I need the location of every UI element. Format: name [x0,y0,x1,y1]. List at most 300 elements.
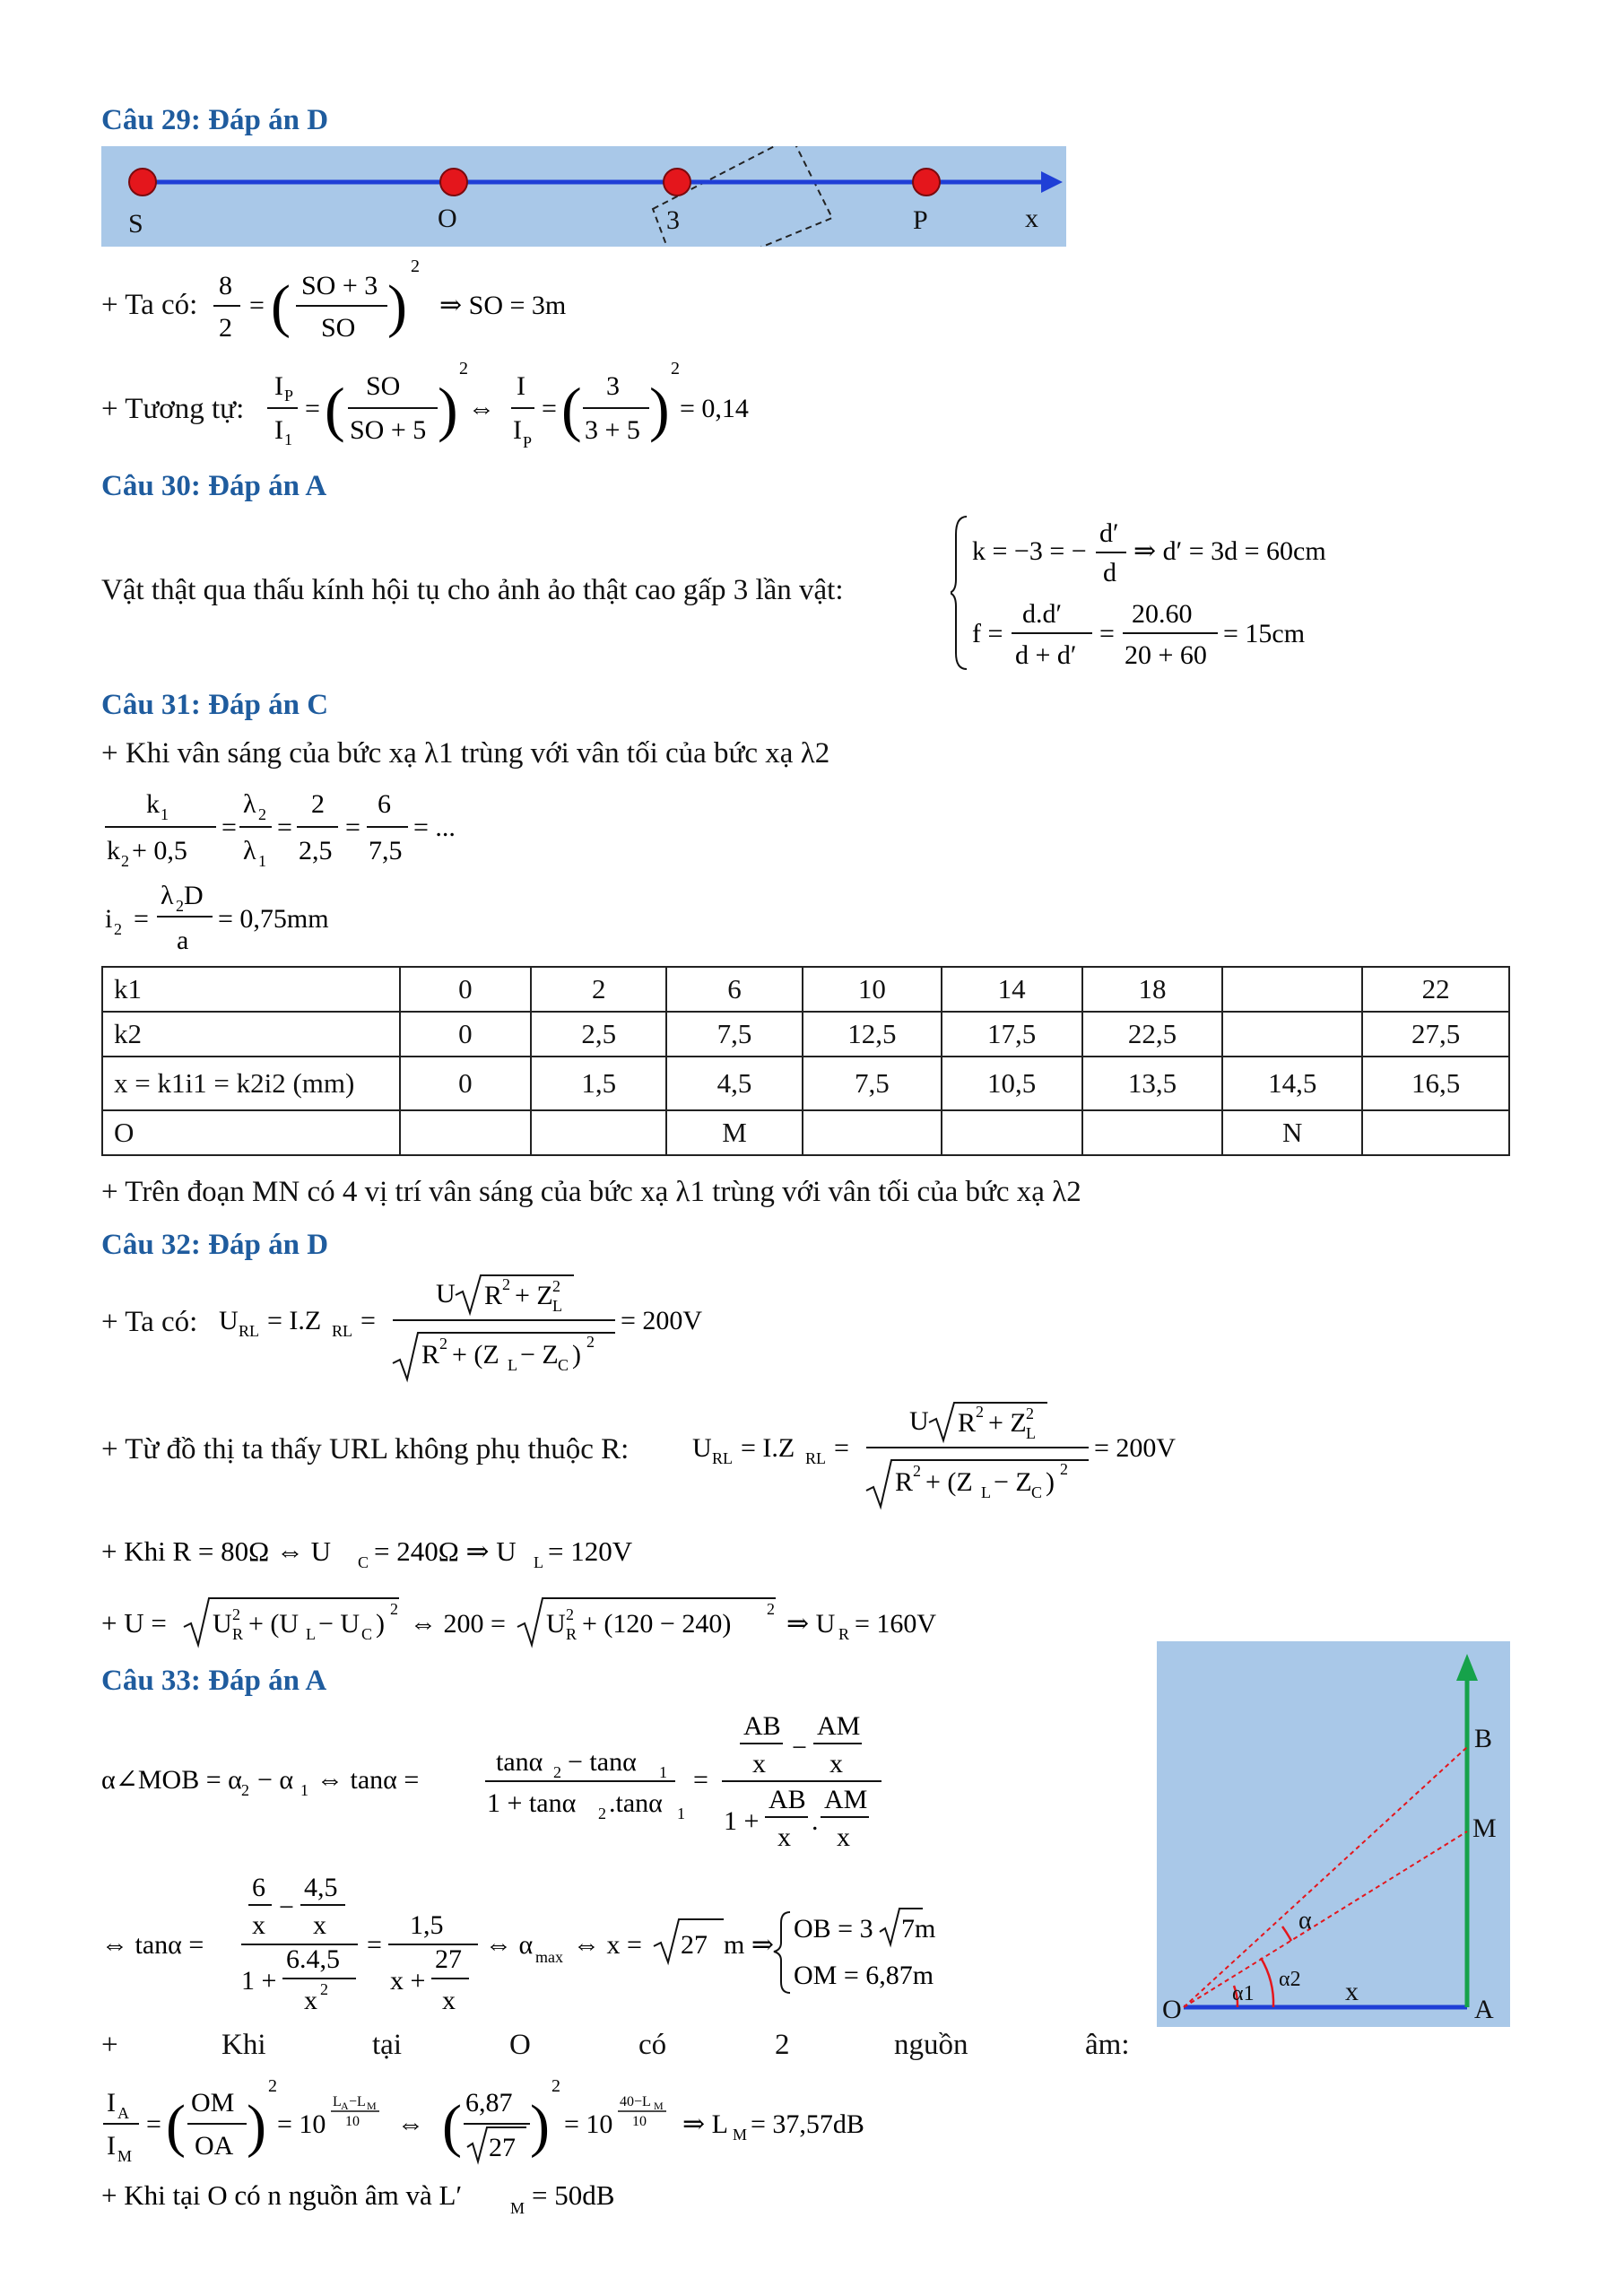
table-cell: 22 [1362,967,1509,1012]
svg-text:C: C [358,1553,369,1571]
svg-text:λ: λ [243,836,256,865]
q33-label-alpha: α [1298,1907,1312,1935]
svg-text:): ) [376,1609,385,1639]
svg-text:=: = [1099,619,1115,648]
table-cell: k2 [102,1012,400,1057]
svg-text:i: i [105,904,113,934]
svg-text:OM = 6,87m: OM = 6,87m [794,1961,934,1990]
q29-line2-prefix: + Tương tự: [101,393,245,425]
svg-text:d′: d′ [1099,518,1119,548]
svg-text:10: 10 [345,2114,360,2129]
svg-text:+ Z: + Z [515,1281,553,1310]
svg-text:f =: f = [972,619,1003,648]
svg-text:2: 2 [598,1805,606,1822]
svg-text:⇔ tanα =: ⇔ tanα = [101,1930,204,1960]
svg-text:1,5: 1,5 [410,1910,444,1940]
svg-text:x: x [442,1986,456,2015]
q33-figure-bg [1157,1641,1510,2027]
svg-text:1: 1 [161,805,169,823]
svg-text:10: 10 [632,2114,647,2129]
svg-text:λ: λ [161,881,174,910]
svg-text:2: 2 [439,1335,447,1352]
svg-text:SO: SO [366,371,401,401]
svg-text:= 37,57dB: = 37,57dB [751,2109,864,2139]
table-cell: 4,5 [666,1057,803,1110]
svg-text:2: 2 [241,1781,249,1799]
svg-text:= I.Z: = I.Z [741,1433,795,1463]
svg-text:C: C [361,1625,373,1643]
q29-point-p [913,169,940,196]
svg-text:1 + tanα: 1 + tanα [487,1788,577,1818]
svg-text:2: 2 [459,359,468,378]
q29-label-x: x [1025,204,1038,233]
svg-text:SO: SO [321,313,356,343]
svg-text:27: 27 [681,1930,708,1960]
svg-text:R: R [566,1625,578,1643]
q30-text: Vật thật qua thấu kính hội tụ cho ảnh ảo thật cao gấp 3 lần vật: [101,574,844,606]
table-cell: 16,5 [1362,1057,1509,1110]
svg-text:=: = [345,813,360,842]
svg-text:+ Khi tại O có n nguồn âm và: + Khi tại O có n nguồn âm và L′ [101,2179,463,2211]
svg-text:= ...: = ... [413,813,456,842]
svg-text:= 10: = 10 [564,2109,613,2139]
table-cell: 14,5 [1222,1057,1362,1110]
svg-text:+ U =: + U = [101,1607,167,1639]
svg-text:k = −3 = −: k = −3 = − [972,536,1087,566]
svg-text:2: 2 [320,1980,328,1998]
table-cell [1362,1110,1509,1155]
q33-last [101,2170,729,2224]
svg-text:+ (U: + (U [248,1609,300,1639]
q33-line-word-3: O [509,2029,531,2061]
svg-text:M: M [117,2147,133,2165]
svg-text:OM: OM [191,2088,235,2118]
svg-text:AM: AM [817,1711,861,1741]
svg-text:20.60: 20.60 [1132,599,1193,629]
table-cell: 7,5 [666,1012,803,1057]
svg-text:x: x [837,1822,850,1852]
svg-text:d + d′: d + d′ [1015,640,1077,670]
svg-text:2: 2 [268,2076,277,2096]
svg-text:.: . [812,1806,819,1836]
svg-text:1: 1 [258,852,266,870]
svg-text:d.d′: d.d′ [1022,599,1063,629]
svg-text:1: 1 [284,430,292,448]
table-row [102,1057,1509,1110]
svg-text:x: x [313,1910,326,1940]
table-cell: x = k1i1 = k2i2 (mm) [102,1057,400,1110]
svg-text:L: L [981,1483,991,1501]
svg-text:.tanα: .tanα [609,1788,663,1818]
svg-text:⇒ L: ⇒ L [682,2109,728,2139]
table-cell: 0 [400,967,532,1012]
svg-text:= 10: = 10 [277,2109,326,2139]
svg-text:2: 2 [551,2076,560,2096]
svg-text:2: 2 [913,1462,921,1480]
svg-text:L: L [552,1297,562,1315]
q33-line-word-5: 2 [775,2029,790,2061]
svg-text:2,5: 2,5 [299,836,333,865]
svg-text:= 0,75mm: = 0,75mm [218,904,329,934]
q33-label-b: B [1474,1724,1493,1753]
q32-line3 [101,1525,729,1578]
svg-text:M: M [510,2199,525,2217]
q33-line-word-2: tại [372,2029,402,2061]
q32-heading: Câu 32: Đáp án D [101,1229,329,1261]
svg-text:U: U [909,1406,929,1436]
svg-text:R: R [232,1625,244,1643]
svg-text:U: U [546,1609,566,1639]
table-cell: 2,5 [531,1012,666,1057]
svg-text:20 + 60: 20 + 60 [1125,640,1207,670]
table-cell: 0 [400,1057,532,1110]
q29-label-o: O [438,204,457,233]
svg-text:AB: AB [769,1785,806,1814]
q29-point-o [440,169,467,196]
svg-text:): ) [1046,1467,1055,1497]
svg-text:d: d [1103,558,1116,587]
svg-text:C: C [558,1356,569,1374]
table-cell: 7,5 [803,1057,942,1110]
svg-text:): ) [530,2093,550,2159]
svg-text:I: I [107,2088,116,2118]
svg-text:8: 8 [219,271,232,300]
svg-text:2: 2 [121,852,129,870]
svg-text:max: max [535,1948,563,1966]
svg-text:2: 2 [1060,1460,1068,1478]
svg-text:=: = [146,2109,161,2139]
svg-text:I: I [107,2131,116,2161]
svg-text:x: x [777,1822,791,1852]
q33-label-m: M [1472,1813,1497,1843]
svg-text:U: U [436,1279,456,1309]
q33-line-word-0: + [101,2029,118,2061]
svg-text:SO + 5: SO + 5 [350,415,427,445]
table-cell: 13,5 [1082,1057,1223,1110]
q33-label-alpha2: α2 [1279,1968,1301,1991]
svg-text:M: M [367,2100,377,2112]
svg-text:− α: − α [257,1765,294,1795]
svg-text:x +: x + [390,1966,426,1996]
svg-text:R: R [958,1408,977,1438]
svg-text:4,5: 4,5 [304,1873,338,1902]
q31-text1: + Khi vân sáng của bức xạ λ1 trùng với vân tối của bức xạ λ2 [101,737,830,770]
svg-text:−L: −L [349,2094,366,2109]
svg-text:2: 2 [767,1600,775,1618]
svg-text:1 +: 1 + [241,1966,277,1996]
svg-text:2: 2 [552,1277,560,1295]
svg-text:=: = [693,1765,708,1795]
q29-point-3 [664,169,690,196]
table-cell [1082,1110,1223,1155]
q33-line-word-7: âm: [1085,2029,1130,2061]
svg-text:I: I [274,371,283,401]
svg-text:k: k [107,836,120,865]
table-row [102,1110,1509,1155]
table-cell: O [102,1110,400,1155]
svg-text:⇔ 200 =: ⇔ 200 = [410,1609,506,1639]
svg-text:6: 6 [378,789,391,819]
table-cell [531,1110,666,1155]
svg-text:2: 2 [586,1333,595,1351]
q33-label-o: O [1162,1995,1182,2024]
q29-label-3: 3 [666,205,680,235]
svg-text:P: P [284,387,294,404]
q29-line1-eq [208,254,603,352]
svg-text:k: k [146,789,160,819]
svg-text:− Z: − Z [994,1467,1032,1497]
q33-label-alpha1: α1 [1232,1982,1255,2005]
table-cell: 10 [803,967,942,1012]
svg-text:−: − [279,1892,294,1922]
svg-text:=: = [134,904,149,934]
table-row [102,967,1509,1012]
svg-text:A: A [341,2100,349,2112]
q33-label-a: A [1474,1995,1494,2024]
svg-text:1 +: 1 + [724,1806,760,1836]
svg-text:+ (120 − 240): + (120 − 240) [582,1609,732,1639]
svg-text:tanα: tanα [496,1747,543,1777]
table-cell: 1,5 [531,1057,666,1110]
q33-eq3 [101,2072,962,2170]
svg-text:): ) [649,375,670,443]
q29-diagram [101,146,1066,247]
svg-text:AM: AM [824,1785,868,1814]
svg-text:m ⇒: m ⇒ [724,1930,774,1960]
q33-line-word-6: nguồn [894,2029,968,2061]
svg-text:): ) [387,274,407,339]
table-cell: M [666,1110,803,1155]
svg-text:⇔: ⇔ [397,2109,424,2139]
q31-heading: Câu 31: Đáp án C [101,689,329,721]
table-cell [803,1110,942,1155]
svg-text:2: 2 [671,359,680,378]
svg-text:C: C [1031,1483,1043,1501]
svg-text:2: 2 [176,897,184,915]
q33-eq2 [101,1860,998,2031]
q33-figure [1157,1641,1510,2027]
table-cell: 0 [400,1012,532,1057]
svg-text:2: 2 [390,1600,398,1618]
q32-line2-eq [689,1392,1227,1518]
svg-text:R: R [484,1281,503,1310]
svg-text:= 0,14: = 0,14 [680,394,749,423]
svg-text:x: x [252,1910,265,1940]
svg-text:(: ( [166,2093,186,2159]
q29-label-p: P [913,205,928,235]
svg-text:− Z: − Z [520,1340,559,1370]
svg-text:− U: − U [318,1609,360,1639]
svg-text:=: = [834,1433,849,1463]
q31-eq1 [101,782,496,875]
svg-text:7m: 7m [901,1914,936,1944]
svg-text:+ Z: + Z [988,1408,1027,1438]
q31-eq2 [101,877,406,963]
svg-text:⇒ SO = 3m: ⇒ SO = 3m [439,291,567,320]
svg-text:−: − [792,1733,807,1762]
svg-text:): ) [438,375,458,443]
table-cell: k1 [102,967,400,1012]
svg-text:⇒ U: ⇒ U [786,1609,836,1639]
svg-text:U: U [219,1306,239,1335]
q33-heading: Câu 33: Đáp án A [101,1665,327,1697]
svg-text:− tanα: − tanα [568,1747,637,1777]
svg-text:L: L [1026,1424,1036,1442]
svg-text:2: 2 [1026,1405,1034,1422]
svg-text:2: 2 [232,1605,240,1623]
svg-text:7,5: 7,5 [369,836,403,865]
q31-table [101,966,1510,1156]
svg-text:I: I [274,415,283,445]
svg-text:M: M [733,2126,748,2144]
svg-text:+ Khi R = 80Ω ⇔ U: + Khi R = 80Ω ⇔ U [101,1535,332,1567]
svg-text:2: 2 [553,1763,561,1781]
svg-text:1: 1 [300,1781,308,1799]
svg-text:RL: RL [712,1449,734,1467]
svg-text:+ 0,5: + 0,5 [132,836,187,865]
svg-text:): ) [572,1340,581,1370]
svg-text:OA: OA [195,2131,234,2161]
q31-text2: + Trên đoạn MN có 4 vị trí vân sáng của bức xạ λ1 trùng với vân tối của bức xạ λ2 [101,1176,1081,1208]
svg-text:OB = 3: OB = 3 [794,1914,873,1944]
svg-text:2: 2 [976,1403,984,1421]
svg-text:(: ( [442,2093,462,2159]
svg-text:R: R [838,1625,850,1643]
table-cell: 17,5 [942,1012,1082,1057]
table-cell [400,1110,532,1155]
svg-text:= 120V: = 120V [548,1535,633,1567]
svg-text:A: A [117,2104,129,2122]
svg-text:= I.Z: = I.Z [267,1306,322,1335]
q32-line4 [101,1587,998,1659]
q29-line2-eq [260,354,780,462]
svg-text:=: = [360,1306,376,1335]
q30-heading: Câu 30: Đáp án A [101,470,327,502]
table-cell: 2 [531,967,666,1012]
table-cell: N [1222,1110,1362,1155]
svg-text:6.4,5: 6.4,5 [286,1944,340,1974]
svg-text:α∠MOB = α: α∠MOB = α [101,1765,242,1795]
svg-text:=: = [542,394,557,423]
table-cell: 6 [666,967,803,1012]
svg-text:=: = [277,813,292,842]
svg-text:AB: AB [743,1711,781,1741]
svg-text:2: 2 [566,1605,574,1623]
svg-text:RL: RL [805,1449,827,1467]
svg-text:R: R [421,1340,440,1370]
q32-line1-prefix: + Ta có: [101,1306,198,1338]
svg-text:2: 2 [258,805,266,823]
svg-text:L: L [306,1625,316,1643]
svg-text:= 200V: = 200V [621,1306,703,1335]
table-cell [942,1110,1082,1155]
q33-line-word-4: có [638,2029,667,2061]
svg-text:(: ( [561,375,582,443]
table-cell: 14 [942,967,1082,1012]
q33-line-word-1: Khi [221,2029,266,2061]
svg-text:x: x [304,1986,317,2015]
svg-text:=: = [367,1930,382,1960]
svg-text:⇒ d′ = 3d = 60cm: ⇒ d′ = 3d = 60cm [1133,536,1326,566]
q29-label-s: S [128,209,143,239]
svg-text:6: 6 [252,1873,265,1902]
q30-system [951,509,1417,676]
svg-text:=: = [305,394,320,423]
q29-line1-prefix: + Ta có: [101,289,198,321]
svg-text:= 160V: = 160V [855,1609,937,1639]
svg-text:L: L [508,1356,517,1374]
svg-text:a: a [177,926,189,955]
table-cell [1222,1012,1362,1057]
svg-text:= 15cm: = 15cm [1223,619,1306,648]
svg-text:+ (Z: + (Z [452,1340,499,1370]
svg-text:x: x [752,1749,766,1779]
svg-text:SO + 3: SO + 3 [301,271,378,300]
svg-text:I: I [513,415,522,445]
svg-text:= 240Ω ⇒ U: = 240Ω ⇒ U [374,1535,517,1567]
svg-text:λ: λ [243,789,256,819]
svg-text:(: ( [325,375,345,443]
svg-text:3 + 5: 3 + 5 [585,415,640,445]
svg-text:(: ( [271,274,291,339]
svg-text:⇔ tanα =: ⇔ tanα = [317,1765,420,1795]
svg-text:L: L [534,1553,543,1571]
table-cell: 18 [1082,967,1223,1012]
svg-text:RL: RL [332,1322,353,1340]
table-cell: 12,5 [803,1012,942,1057]
table-cell: 22,5 [1082,1012,1223,1057]
svg-text:⇔ α: ⇔ α [485,1930,534,1960]
q33-eq1 [101,1704,908,1857]
svg-text:2: 2 [411,257,420,276]
svg-text:RL: RL [239,1322,260,1340]
svg-text:⇔: ⇔ [468,394,495,423]
svg-text:x: x [829,1749,843,1779]
svg-text:6,87: 6,87 [465,2088,513,2118]
table-row [102,1012,1509,1057]
table-cell: 10,5 [942,1057,1082,1110]
q29-heading: Câu 29: Đáp án D [101,104,329,136]
svg-text:U: U [692,1433,712,1463]
svg-text:=: = [249,291,265,320]
svg-text:1: 1 [677,1805,685,1822]
svg-text:R: R [895,1467,914,1497]
svg-text:M: M [654,2100,664,2112]
svg-text:= 50dB: = 50dB [532,2179,615,2211]
q33-label-x: x [1345,1977,1359,2006]
q32-line2-prefix: + Từ đồ thị ta thấy URL không phụ thuộc R: [101,1433,630,1465]
svg-text:U: U [213,1609,232,1639]
svg-text:= 200V: = 200V [1094,1433,1177,1463]
q30-brace [951,517,967,669]
table-cell [1222,967,1362,1012]
svg-text:D: D [184,881,204,910]
svg-text:1: 1 [659,1763,667,1781]
svg-text:): ) [247,2093,266,2159]
table-cell: 27,5 [1362,1012,1509,1057]
svg-text:27: 27 [435,1944,462,1974]
svg-text:I: I [517,371,525,401]
svg-text:27: 27 [489,2133,516,2162]
q32-line1-eq [215,1265,753,1390]
svg-text:2: 2 [502,1275,510,1293]
svg-text:P: P [523,433,533,451]
svg-text:=: = [221,813,237,842]
svg-text:2: 2 [311,789,325,819]
svg-text:2: 2 [219,313,232,343]
svg-text:3: 3 [606,371,620,401]
svg-text:+ (Z: + (Z [925,1467,973,1497]
